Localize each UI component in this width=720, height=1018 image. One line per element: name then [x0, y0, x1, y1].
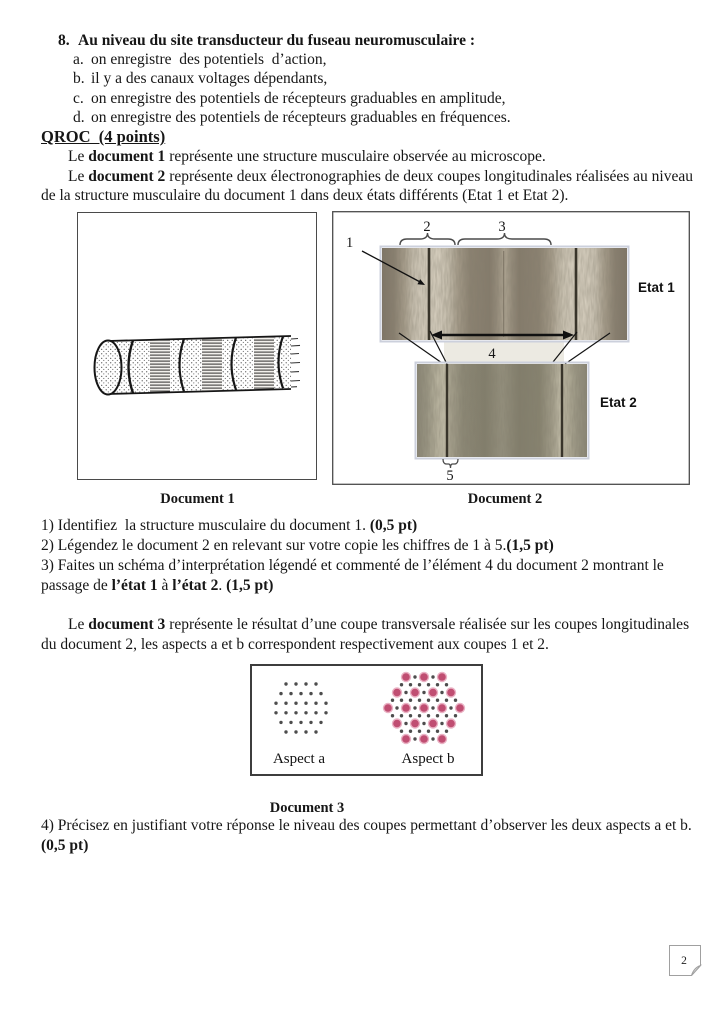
- m-line: [503, 251, 504, 337]
- intro-p2-post: représente deux électronographies de deux coupes longitudinales réalisées au niveau de la structure musculaire du document 1 dans deux états différents (Etat 1 et Etat 2).: [41, 167, 693, 205]
- aspect-b-label: Aspect b: [401, 751, 455, 767]
- qroc-heading: QROC (4 points): [41, 127, 166, 146]
- option-a-text: on enregistre des potentiels d’action,: [91, 51, 327, 69]
- intro-paragraph-2: [41, 167, 697, 206]
- z-line-left-contracted: [446, 364, 448, 457]
- questions-1-3: [41, 516, 699, 596]
- option-c-letter: c.: [73, 89, 84, 107]
- label-3: 3: [498, 219, 506, 235]
- intro-p1-post: représente une structure musculaire observée au microscope.: [165, 148, 546, 165]
- z-line-right: [575, 248, 578, 340]
- option-c-text: on enregistre des potentiels de récepteurs graduables en amplitude,: [91, 89, 506, 107]
- aspect-a-label: Aspect a: [272, 751, 326, 767]
- question-1-points: (0,5 pt): [369, 517, 418, 534]
- label-1: 1: [346, 235, 354, 251]
- intro-p2-bold: document 2: [88, 167, 166, 185]
- option-a: [73, 50, 678, 69]
- aspect-b-dot-cluster: [383, 672, 465, 744]
- document-3-intro-paragraph: [41, 615, 697, 655]
- option-d-letter: d.: [73, 108, 85, 126]
- page-number-box: [668, 944, 704, 978]
- etat-1-micrograph: [381, 247, 629, 342]
- option-b-letter: b.: [73, 70, 85, 88]
- doc3-intro-post: représente le résultat d’une coupe transversale réalisée sur les coupes longitudinales du document 2, les aspects a et b correspondent respectivement aux coupes 1 et 2.: [41, 616, 690, 653]
- document-3-caption: Document 3: [269, 800, 345, 816]
- document-3-figure: [250, 664, 483, 776]
- question-2-points: (1,5 pt): [506, 537, 554, 554]
- option-a-letter: a.: [73, 51, 84, 69]
- z-line-right-contracted: [561, 364, 563, 457]
- cross-section-svg: [252, 666, 481, 774]
- question-1: [41, 516, 699, 536]
- question-8-number: 8.: [58, 32, 70, 49]
- question-2-text: 2) Légendez le document 2 en relevant sur votre copie les chiffres de 1 à 5.: [41, 537, 507, 554]
- question-3-mid: à: [157, 577, 173, 594]
- question-4-points: (0,5 pt): [41, 837, 89, 854]
- question-2: [41, 536, 699, 556]
- intro-p2-pre: Le: [68, 167, 89, 185]
- intro-p1-bold: document 1: [88, 148, 166, 165]
- option-b-text: il y a des canaux voltages dépendants,: [91, 70, 328, 88]
- intro-paragraphs: [41, 147, 697, 206]
- doc3-intro-bold: document 3: [88, 616, 166, 633]
- document-1-caption: Document 1: [160, 491, 235, 507]
- question-3-bold-etat2: l’état 2: [172, 577, 219, 594]
- document-2-figure: [332, 211, 690, 485]
- option-b: [73, 69, 678, 88]
- label-4: 4: [488, 346, 496, 362]
- question-4-paragraph: [41, 816, 699, 856]
- document-1-figure: [77, 212, 317, 480]
- etat-1-label: Etat 1: [638, 280, 675, 295]
- question-4: [41, 816, 699, 856]
- intro-p1-pre: Le: [68, 148, 89, 165]
- muscle-fiber-drawing: [78, 213, 316, 479]
- etat-2-micrograph: [416, 363, 589, 459]
- question-3-end: .: [218, 577, 227, 594]
- option-d-text: on enregistre des potentiels de récepteurs graduables en fréquences.: [91, 108, 511, 126]
- question-3-text: 3) Faites un schéma d’interprétation légendé et commenté de l’élément 4 du document 2 montrant le passage de: [41, 557, 668, 594]
- document-3-intro: [41, 615, 697, 655]
- label-2: 2: [423, 219, 431, 235]
- document-2-caption: Document 2: [467, 491, 543, 507]
- question-3-bold-etat1: l’état 1: [111, 577, 158, 594]
- question-8-title: [58, 31, 678, 50]
- question-4-text: 4) Précisez en justifiant votre réponse le niveau des coupes permettant d’observer les deux aspects a et b.: [41, 817, 692, 834]
- question-3-points: (1,5 pt): [226, 577, 274, 594]
- intro-paragraph-1: [41, 147, 697, 167]
- label-5: 5: [446, 468, 454, 484]
- document-2-svg: [332, 211, 690, 485]
- page-number: 2: [681, 955, 687, 967]
- option-d: [73, 108, 678, 127]
- option-c: [73, 89, 678, 108]
- z-line-left: [428, 248, 431, 340]
- question-8: [58, 31, 678, 127]
- etat-2-label: Etat 2: [600, 395, 637, 410]
- question-8-text: Au niveau du site transducteur du fuseau neuromusculaire :: [78, 32, 476, 49]
- question-1-text: 1) Identifiez la structure musculaire du document 1.: [41, 517, 370, 534]
- question-3: [41, 556, 699, 596]
- doc3-intro-pre: Le: [68, 616, 89, 633]
- fiber-cap: [95, 341, 122, 395]
- aspect-a-dot-cluster: [274, 682, 327, 733]
